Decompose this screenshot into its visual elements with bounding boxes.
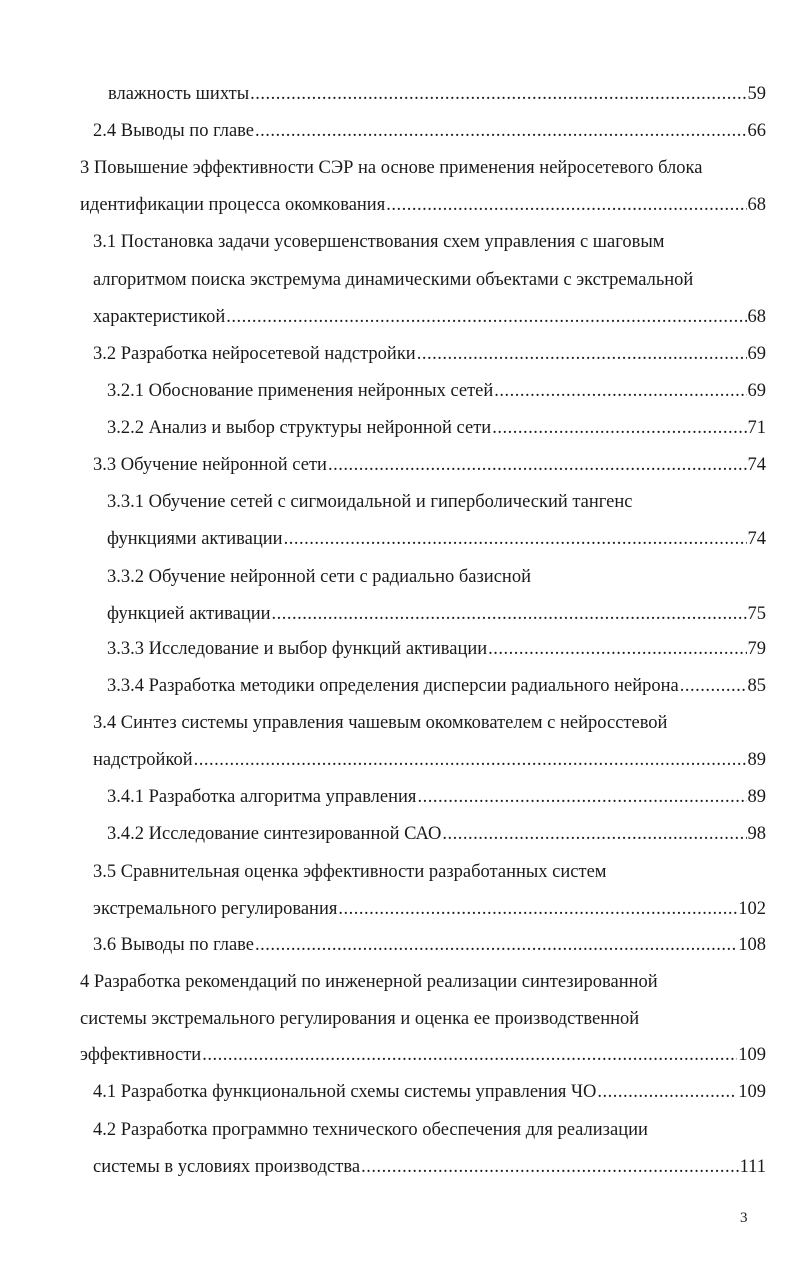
leader-dots bbox=[272, 599, 747, 629]
toc-entry-title-line[interactable]: 3.3.1 Обучение сетей с сигмоидальной и гиперболический тангенс bbox=[107, 492, 633, 512]
leader-dots bbox=[417, 339, 747, 369]
toc-entry-title-line[interactable]: 3.3.2 Обучение нейронной сети с радиально базисной bbox=[107, 567, 531, 587]
page-number: 3 bbox=[740, 1210, 748, 1226]
leader-dots bbox=[255, 116, 746, 146]
toc-page-number: 75 bbox=[747, 604, 766, 624]
leader-dots bbox=[226, 302, 746, 332]
toc-entry-title: функциями активации bbox=[107, 529, 283, 549]
leader-dots bbox=[255, 930, 737, 960]
toc-entry-title-line[interactable]: 4.2 Разработка программно технического обеспечения для реализации bbox=[93, 1120, 648, 1140]
leader-dots bbox=[417, 782, 746, 812]
toc-entry-title-line[interactable]: алгоритмом поиска экстремума динамическими объектами с экстремальной bbox=[93, 270, 694, 290]
toc-page-number: 71 bbox=[747, 418, 766, 438]
toc-page-number: 79 bbox=[747, 639, 766, 659]
toc-entry[interactable] bbox=[93, 450, 766, 480]
toc-entry-title: 3.4.1 Разработка алгоритма управления bbox=[107, 787, 417, 807]
toc-entry-title: эффективности bbox=[80, 1045, 202, 1065]
toc-page-number: 74 bbox=[747, 455, 766, 475]
toc-entry-title-line[interactable]: системы экстремального регулирования и оценка ее производственной bbox=[80, 1009, 640, 1029]
toc-page-number: 66 bbox=[747, 121, 766, 141]
toc-entry-title: влажность шихты bbox=[108, 84, 250, 104]
leader-dots bbox=[680, 671, 747, 701]
toc-entry[interactable] bbox=[107, 376, 766, 406]
toc-entry-title: 3.3.3 Исследование и выбор функций активации bbox=[107, 639, 488, 659]
toc-entry-title: 3.2.1 Обоснование применения нейронных сетей bbox=[107, 381, 494, 401]
toc-entry[interactable] bbox=[93, 302, 766, 332]
toc-entry-title: системы в условиях производства bbox=[93, 1157, 361, 1177]
toc-page-number: 89 bbox=[747, 787, 766, 807]
toc-page-number: 109 bbox=[738, 1082, 766, 1102]
toc-entry-title: экстремального регулирования bbox=[93, 899, 338, 919]
toc-entry[interactable] bbox=[107, 413, 766, 443]
toc-page-number: 59 bbox=[747, 84, 766, 104]
toc-page-number: 98 bbox=[747, 824, 766, 844]
toc-entry-title: характеристикой bbox=[93, 307, 226, 327]
toc-entry-title-line[interactable]: 3.4 Синтез системы управления чашевым окомкователем с нейросстевой bbox=[93, 713, 668, 733]
toc-entry-title: идентификации процесса окомкования bbox=[80, 195, 386, 215]
toc-page-number: 69 bbox=[747, 344, 766, 364]
leader-dots bbox=[492, 413, 746, 443]
leader-dots bbox=[488, 634, 746, 664]
leader-dots bbox=[338, 894, 737, 924]
leader-dots bbox=[202, 1040, 737, 1070]
toc-entry-title: 3.3 Обучение нейронной сети bbox=[93, 455, 327, 475]
leader-dots bbox=[442, 819, 746, 849]
toc-entry[interactable] bbox=[107, 819, 766, 849]
toc-entry[interactable] bbox=[107, 524, 766, 554]
toc-entry-title: 2.4 Выводы по главе bbox=[93, 121, 255, 141]
toc-page-number: 102 bbox=[738, 899, 766, 919]
toc-entry-title: надстройкой bbox=[93, 750, 193, 770]
toc-entry-title: 3.3.4 Разработка методики определения дисперсии радиального нейрона bbox=[107, 676, 679, 696]
toc-entry[interactable] bbox=[107, 671, 766, 701]
toc-entry[interactable] bbox=[107, 599, 766, 629]
toc-page-number: 68 bbox=[747, 195, 766, 215]
toc-page-number: 109 bbox=[738, 1045, 766, 1065]
toc-entry[interactable] bbox=[107, 634, 766, 664]
toc-entry-title-line[interactable]: 3.5 Сравнительная оценка эффективности разработанных систем bbox=[93, 862, 607, 882]
toc-entry[interactable] bbox=[93, 339, 766, 369]
toc-entry[interactable] bbox=[80, 1040, 766, 1070]
toc-page-number: 85 bbox=[747, 676, 766, 696]
toc-page-number: 69 bbox=[747, 381, 766, 401]
toc-entry[interactable] bbox=[108, 79, 766, 109]
toc-entry[interactable] bbox=[93, 745, 766, 775]
toc-entry-title-line[interactable]: 3 Повышение эффективности СЭР на основе применения нейросетевого блока bbox=[80, 158, 703, 178]
leader-dots bbox=[386, 190, 746, 220]
toc-entry-title: 3.4.2 Исследование синтезированной САО bbox=[107, 824, 442, 844]
toc-entry[interactable] bbox=[93, 116, 766, 146]
toc-entry[interactable] bbox=[107, 782, 766, 812]
toc-page-number: 74 bbox=[747, 529, 766, 549]
toc-page-number: 89 bbox=[747, 750, 766, 770]
leader-dots bbox=[284, 524, 747, 554]
leader-dots bbox=[328, 450, 747, 480]
toc-entry-title-line[interactable]: 4 Разработка рекомендаций по инженерной реализации синтезированной bbox=[80, 972, 658, 992]
toc-entry[interactable] bbox=[80, 190, 766, 220]
toc-page-number: 111 bbox=[739, 1157, 766, 1177]
leader-dots bbox=[194, 745, 747, 775]
toc-entry-title: функцией активации bbox=[107, 604, 271, 624]
leader-dots bbox=[494, 376, 746, 406]
toc-page-number: 68 bbox=[747, 307, 766, 327]
toc-entry[interactable] bbox=[93, 894, 766, 924]
toc-entry[interactable] bbox=[93, 930, 766, 960]
leader-dots bbox=[250, 79, 746, 109]
toc-entry-title: 3.2 Разработка нейросетевой надстройки bbox=[93, 344, 416, 364]
toc-entry[interactable] bbox=[93, 1152, 766, 1182]
toc-entry-title: 4.1 Разработка функциональной схемы системы управления ЧО bbox=[93, 1082, 597, 1102]
toc-entry-title-line[interactable]: 3.1 Постановка задачи усовершенствования схем управления с шаговым bbox=[93, 232, 665, 252]
toc-entry-title: 3.6 Выводы по главе bbox=[93, 935, 255, 955]
toc-entry[interactable] bbox=[93, 1077, 766, 1107]
toc-entry-title: 3.2.2 Анализ и выбор структуры нейронной сети bbox=[107, 418, 492, 438]
leader-dots bbox=[597, 1077, 737, 1107]
toc-page-number: 108 bbox=[738, 935, 766, 955]
leader-dots bbox=[361, 1152, 739, 1182]
